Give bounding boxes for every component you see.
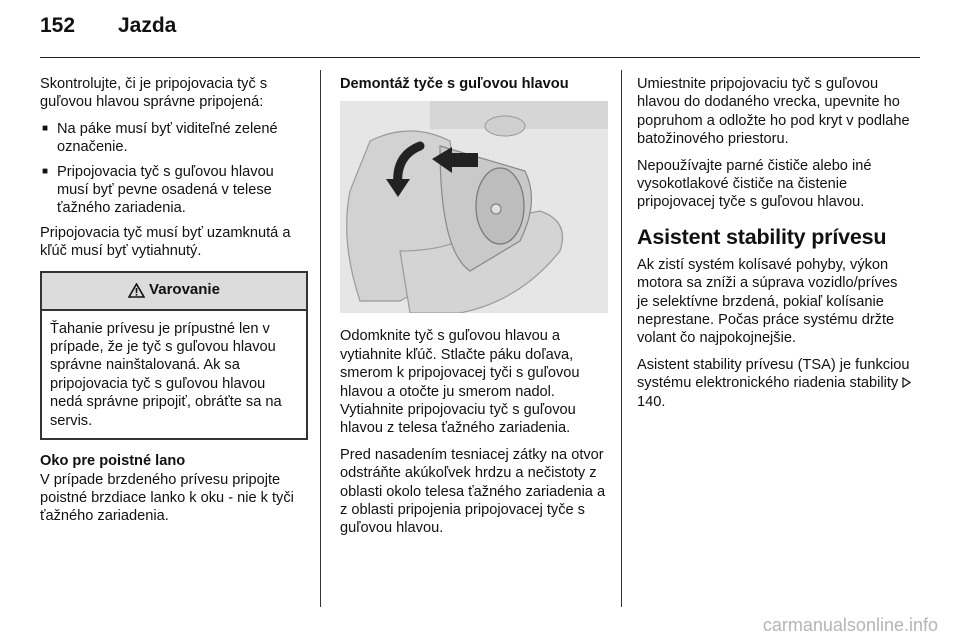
column-divider — [621, 70, 622, 607]
lock-note: Pripojovacia tyč musí byť uzamknutá a kľúč musí byť vytiahnutý. — [40, 224, 291, 260]
warning-header — [42, 273, 306, 311]
column-right — [637, 75, 912, 419]
page-reference-link[interactable]: 140. — [637, 393, 666, 410]
column-left — [40, 75, 308, 534]
tow-ball-removal-illustration — [340, 101, 608, 313]
tsa-reference-text: Asistent stability prívesu (TSA) je funkciou systému elektronického riadenia stability — [637, 356, 910, 392]
storage-paragraph: Umiestnite pripojovaciu tyč s guľovou hlavou do dodaného vrecka, upevnite ho popruhom a odložte ho pod kryt v podlahe batožinového priestoru. — [637, 76, 910, 148]
intro-paragraph: Skontrolujte, či je pripojovacia tyč s guľovou hlavou správne pripojená: — [40, 76, 268, 111]
section-heading: Asistent stability prívesu — [637, 224, 887, 249]
tsa-description: Ak zistí systém kolísavé pohyby, výkon motora sa zníži a súprava vozidlo/príves je selektívne brzdená, pokiaľ kolísanie neprestane. Počas práce systému držte volant čo najpokojnejšie. — [637, 256, 898, 347]
warning-triangle-icon — [128, 283, 145, 298]
page-number: 152 — [40, 14, 76, 37]
eye-heading: Oko pre poistné lano — [40, 453, 186, 470]
tsa-reference-paragraph — [637, 356, 912, 411]
page-reference-arrow-icon — [902, 375, 911, 391]
warning-title: Varovanie — [149, 281, 220, 299]
warning-text: Ťahanie prívesu je prípustné len v prípade, že je tyč s guľovou hlavou správne nainštalovaná. Ak sa pripojovacia tyč s guľovou hlavou nedá správne pripojiť, obráťte sa na servis. — [50, 320, 282, 429]
column-middle — [340, 75, 610, 546]
page-header — [40, 14, 920, 48]
bullet-item: ■ Na páke musí byť viditeľné zelené označenie. — [40, 120, 308, 157]
eye-text: V prípade brzdeného prívesu pripojte poistné brzdiace lanko k oku - nie k tyči ťažného zariadenia. — [40, 471, 294, 525]
warning-box — [40, 271, 308, 440]
chapter-title: Jazda — [118, 14, 177, 37]
cleaner-warning-paragraph: Nepoužívajte parné čističe alebo iné vysokotlakové čističe na čistenie pripojovacej tyče s guľovou hlavou. — [637, 157, 872, 211]
removal-paragraph: Odomknite tyč s guľovou hlavou a vytiahnite kľúč. Stlačte páku doľava, smerom k pripojovacej tyči s guľovou hlavou a otočte ju smerom nadol. Vytiahnite pripojovaciu tyč s guľovou hlavou z telesa ťažného zariadenia. — [340, 328, 580, 437]
watermark: carmanualsonline.info — [762, 615, 938, 635]
cleaning-paragraph: Pred nasadením tesniacej zátky na otvor odstráňte akúkoľvek hrdzu a nečistoty z oblasti okolo telesa ťažného zariadenia a z oblasti pripojenia pripojovacej tyče s guľovou hlavou. — [340, 446, 606, 537]
removal-heading: Demontáž tyče s guľovou hlavou — [340, 76, 569, 92]
header-rule — [40, 57, 920, 58]
bullet-item: ■ Pripojovacia tyč s guľovou hlavou musí byť pevne osadená v telese ťažného zariadenia. — [40, 163, 308, 218]
column-divider — [320, 70, 321, 607]
